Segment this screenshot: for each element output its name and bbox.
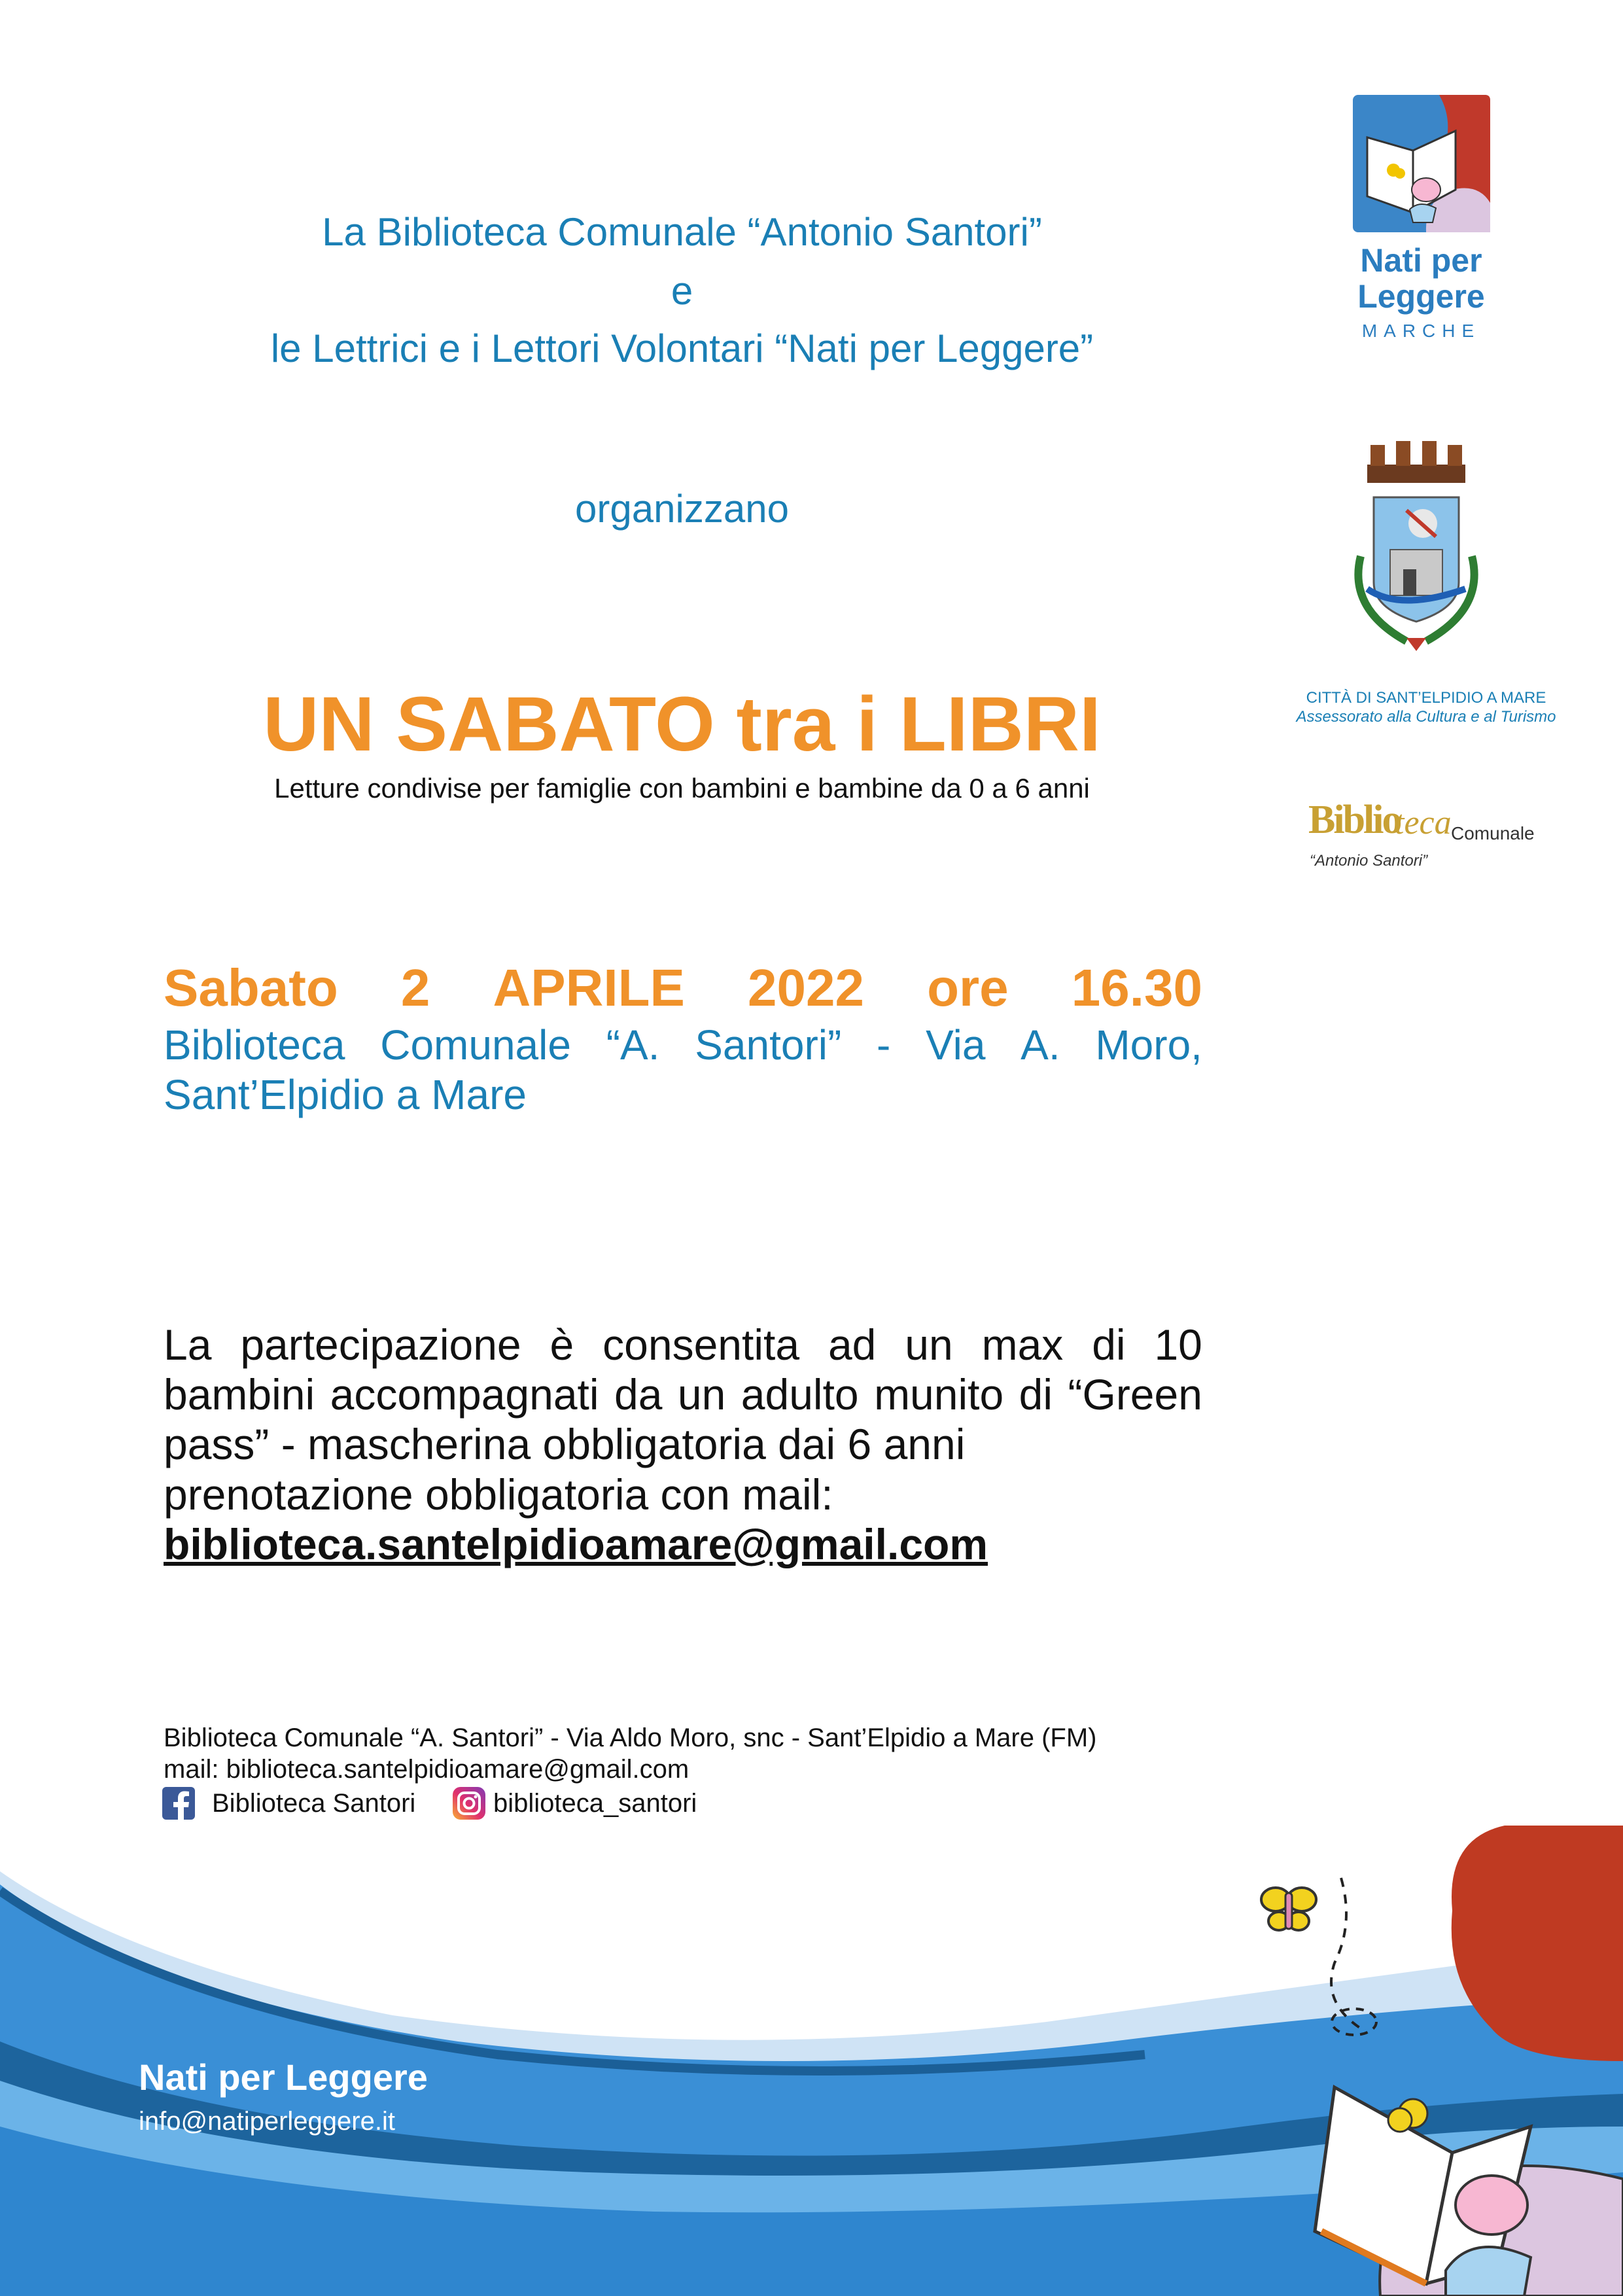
- place-word: “A.: [606, 1021, 660, 1069]
- event-date: [164, 959, 1202, 1017]
- date-word: 16.30: [1071, 959, 1202, 1017]
- info-word: 10: [1154, 1320, 1202, 1369]
- info-word: un: [905, 1320, 953, 1369]
- facebook-link[interactable]: [162, 1786, 415, 1820]
- place-word: Comunale: [380, 1021, 571, 1069]
- info-word: di: [1019, 1370, 1053, 1419]
- butterfly-icon: [1256, 1877, 1321, 1942]
- info-word: “Green: [1068, 1370, 1202, 1419]
- city-name: CITTÀ DI SANT’ELPIDIO A MARE: [1306, 689, 1546, 707]
- info-word: un: [677, 1370, 726, 1419]
- date-word: APRILE: [493, 959, 685, 1017]
- event-title: UN SABATO tra i LIBRI: [263, 681, 1101, 768]
- intro-line-2: e: [671, 269, 693, 313]
- info-word: da: [614, 1370, 663, 1419]
- booking-email-link[interactable]: biblioteca.santelpidioamare@gmail.com: [164, 1520, 988, 1568]
- reading-child-illustration: [1282, 1812, 1623, 2296]
- place-word: -: [877, 1021, 891, 1069]
- instagram-link[interactable]: [453, 1786, 697, 1820]
- info-word: consentita: [602, 1320, 800, 1369]
- facebook-label: Biblioteca Santori: [212, 1788, 416, 1818]
- facebook-icon: [162, 1787, 195, 1820]
- bottom-brand-title: Nati per Leggere: [139, 2057, 428, 2098]
- bib-logo-line-2: “Antonio Santori”: [1310, 852, 1428, 870]
- footer-address: Biblioteca Comunale “A. Santori” - Via Aldo Moro, snc - Sant’Elpidio a Mare (FM): [164, 1723, 1097, 1752]
- date-word: ore: [927, 959, 1009, 1017]
- info-line-2: [164, 1370, 1202, 1419]
- info-line-4: prenotazione obbligatoria con mail:: [164, 1470, 833, 1519]
- info-word: adulto: [741, 1370, 859, 1419]
- info-word: partecipazione: [240, 1320, 521, 1369]
- date-word: 2022: [748, 959, 864, 1017]
- place-word: Moro,: [1095, 1021, 1202, 1069]
- date-word: 2: [400, 959, 430, 1017]
- info-word: accompagnati: [330, 1370, 599, 1419]
- info-line-3: pass” - mascherina obbligatoria dai 6 anni: [164, 1420, 966, 1468]
- info-word: di: [1092, 1320, 1126, 1369]
- intro-line-3: le Lettrici e i Lettori Volontari “Nati per Leggere”: [270, 327, 1094, 370]
- instagram-icon: [453, 1787, 485, 1820]
- event-place: [164, 1021, 1202, 1069]
- npl-book-icon: [1348, 92, 1495, 249]
- place-word: A.: [1021, 1021, 1060, 1069]
- bib-logo-word-2: teca: [1395, 804, 1452, 841]
- info-word: è: [550, 1320, 574, 1369]
- info-word: bambini: [164, 1370, 315, 1419]
- date-word: Sabato: [164, 959, 338, 1017]
- footer-mail: mail: biblioteca.santelpidioamare@gmail.com: [164, 1755, 689, 1784]
- place-word: Via: [926, 1021, 986, 1069]
- info-word: ad: [828, 1320, 877, 1369]
- bib-logo-word-1: Biblio: [1308, 798, 1401, 842]
- city-department: Assessorato alla Cultura e al Turismo: [1296, 708, 1556, 726]
- info-word: max: [981, 1320, 1064, 1369]
- info-word: munito: [874, 1370, 1004, 1419]
- npl-logo-line-2: Leggere: [1357, 278, 1485, 315]
- bib-logo-word-3: Comunale: [1451, 823, 1535, 843]
- organizzano-text: organizzano: [575, 487, 789, 531]
- instagram-label: biblioteca_santori: [493, 1788, 697, 1818]
- bottom-brand-email: info@natiperleggere.it: [139, 2107, 395, 2136]
- place-word: Biblioteca: [164, 1021, 345, 1069]
- city-crest-icon: [1335, 438, 1498, 667]
- place-word: Santori”: [695, 1021, 842, 1069]
- info-line-1: [164, 1320, 1202, 1369]
- event-subtitle: Letture condivise per famiglie con bambini e bambine da 0 a 6 anni: [274, 773, 1090, 804]
- info-word: La: [164, 1320, 212, 1369]
- npl-logo-line-3: MARCHE: [1361, 321, 1481, 341]
- biblioteca-comunale-logo: [1308, 800, 1583, 878]
- intro-line-1: La Biblioteca Comunale “Antonio Santori”: [322, 210, 1042, 254]
- nati-per-leggere-marche-logo: [1348, 92, 1495, 350]
- event-place-line-2: Sant’Elpidio a Mare: [164, 1071, 527, 1118]
- npl-logo-line-1: Nati per: [1360, 242, 1482, 279]
